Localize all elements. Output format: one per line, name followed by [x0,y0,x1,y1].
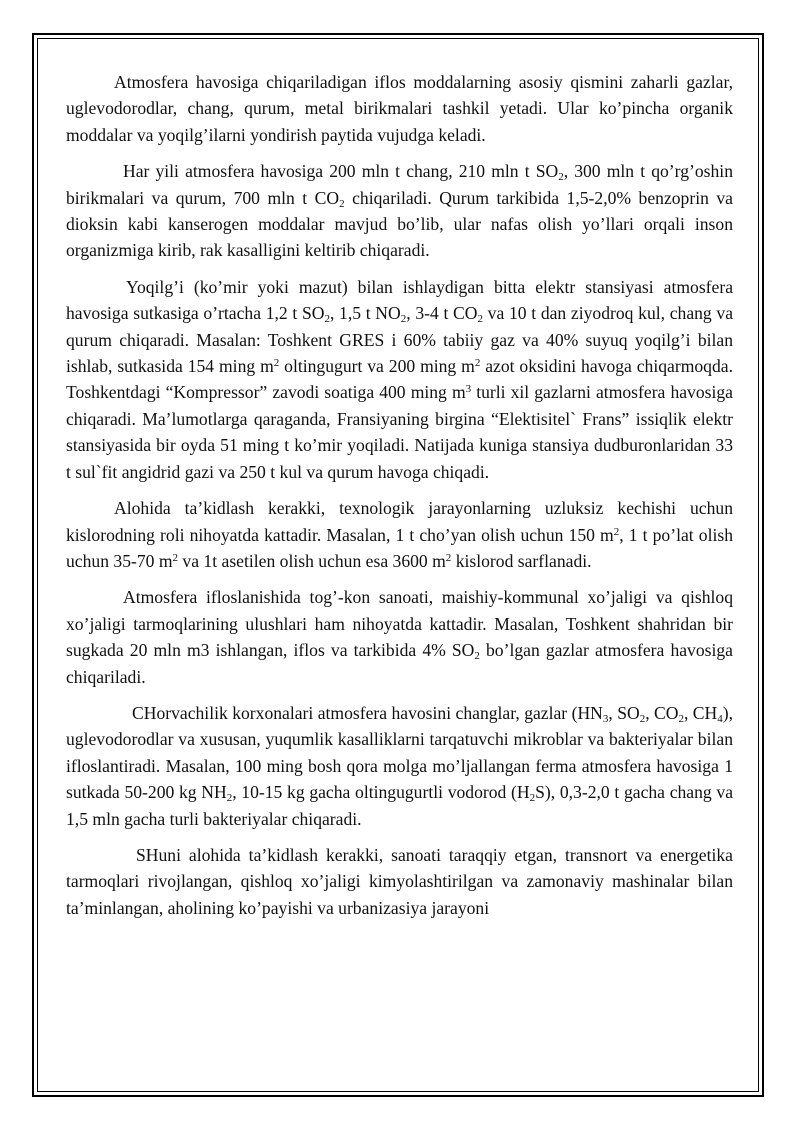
subscript: 2 [400,313,407,326]
document-body [66,69,733,931]
text-run: turli xil gazlarni atmosfera havosiga chiqaradi. Ma’lumotlarga qaraganda, Fransiyaning birgina “Elektisitel` Frans” issiqlik elektr stansiyasida bir oyda 51 ming t ko’mir yoqiladi. Natijada kuniga stansiya dudburonlaridan 33 t sul`fit angidrid gazi va 250 t kul va qurum havoga chiqadi. [66,382,733,482]
text-run: azot oksidini havoga chiqarmoqda. Toshkentdagi “Kompressor” zavodi soatiga 400 ming m [66,356,733,403]
subscript: 2 [339,197,345,210]
subscript: 2 [226,792,233,805]
paragraph-2 [66,158,733,264]
text-run: SHuni alohida ta’kidlash kerakki, sanoati taraqqiy etgan, transnort va energetika tarmoqlari rivojlangan, qishloq xo’jaligi kimyolashtirilgan va zamonaviy mashinalar bilan ta’minlangan, aholining ko’payishi va urbanizasiya jarayoni [66,844,733,918]
paragraph-7 [66,842,733,921]
text-run: , 1,5 t NO [329,303,401,324]
paragraph-6 [66,700,733,832]
text-run: Atmosfera havosiga chiqariladigan iflos moddalarning asosiy qismini zaharli gazlar, uglevodorodlar, chang, qurum, metal birikmalari tashkil yetadi. Ular ko’pincha organik moddalar va yoqilg’ilarni yondirish paytida vujudga keladi. [66,72,733,145]
text-run: S), 0,3-2,0 t gacha chang va 1,5 mln gacha turli bakteriyalar chiqaradi. [66,782,733,829]
text-run: , 3-4 t CO [406,303,478,324]
text-run: oltingugurt va 200 ming m [279,356,475,377]
text-run: bo’lgan gazlar atmosfera havosiga chiqariladi. [66,640,733,687]
paragraph-4 [66,495,733,574]
subscript: 2 [324,313,330,326]
text-run: , CH [683,702,718,723]
text-run: kislorod sarflanadi. [451,550,592,571]
superscript: 3 [465,383,472,396]
superscript: 2 [445,551,452,564]
subscript: 2 [477,313,483,326]
text-run: , CO [645,702,679,723]
superscript: 2 [172,551,179,564]
subscript: 3 [602,712,609,725]
subscript: 2 [558,171,564,184]
subscript: 2 [529,792,536,805]
text-run: ), uglevodorodlar va xususan, yuqumlik kasalliklarni tarqatuvchi mikroblar va bakteriyalar bilan ifloslantiradi. Masalan, 100 ming bosh qora molga mo’ljallangan ferma atmosfera havosiga 1 sutkada 50-200 kg NH [66,702,733,803]
text-run: Atmosfera ifloslanishida tog’-kon sanoati, maishiy-kommunal xo’jaligi va qishloq xo’jaligi tarmoqlarining ulushlari ham nihoyatda kattadir. Masalan, Toshkent shahridan bir sugkada 20 mln m3 ishlangan, iflos va tarkibida 4% SO [66,587,733,661]
superscript: 2 [613,525,620,538]
text-run: , SO [608,702,640,723]
subscript: 4 [717,712,723,725]
text-run: , 1 t po’lat olish uchun 35-70 m [66,524,733,571]
paragraph-3 [66,274,733,485]
subscript: 2 [678,712,684,725]
subscript: 2 [639,712,646,725]
text-run: Alohida ta’kidlash kerakki, texnologik jarayonlarning uzluksiz kechishi uchun kislorodning roli nihoyatda kattadir. Masalan, 1 t cho’yan olish uchun 150 m [66,498,733,545]
text-run: va 1t asetilen olish uchun esa 3600 m [178,550,446,571]
text-run: chiqariladi. Qurum tarkibida 1,5-2,0% benzoprin va dioksin kabi kanserogen moddalar mavjud bo’lib, ular nafas olish yo’llari orqali inson organizmiga kirib, rak kasalligini keltirib chiqaradi. [66,187,733,261]
paragraph-1 [66,69,733,148]
superscript: 2 [273,357,280,370]
paragraph-5 [66,584,733,690]
text-run: , 300 mln t qo’rg’oshin birikmalari va qurum, 700 mln t CO [66,161,733,208]
text-run: CHorvachilik korxonalari atmosfera havosini changlar, gazlar (HN [132,702,603,723]
superscript: 2 [474,357,481,370]
text-run: Har yili atmosfera havosiga 200 mln t chang, 210 mln t SO [123,161,559,182]
subscript: 2 [474,650,480,663]
text-run: va 10 t dan ziyodroq kul, chang va qurum chiqaradi. Masalan: Toshkent GRES i 60% tabiiy gaz va 40% suyuq yoqilg’i bilan ishlab, sutkasida 154 ming m [66,303,734,377]
text-run: , 10-15 kg gacha oltingugurtli vodorod (H [232,782,530,803]
text-run: Yoqilg’i (ko’mir yoki mazut) bilan ishlaydigan bitta elektr stansiyasi atmosfera havosiga sutkasiga o’rtacha 1,2 t SO [66,276,733,324]
